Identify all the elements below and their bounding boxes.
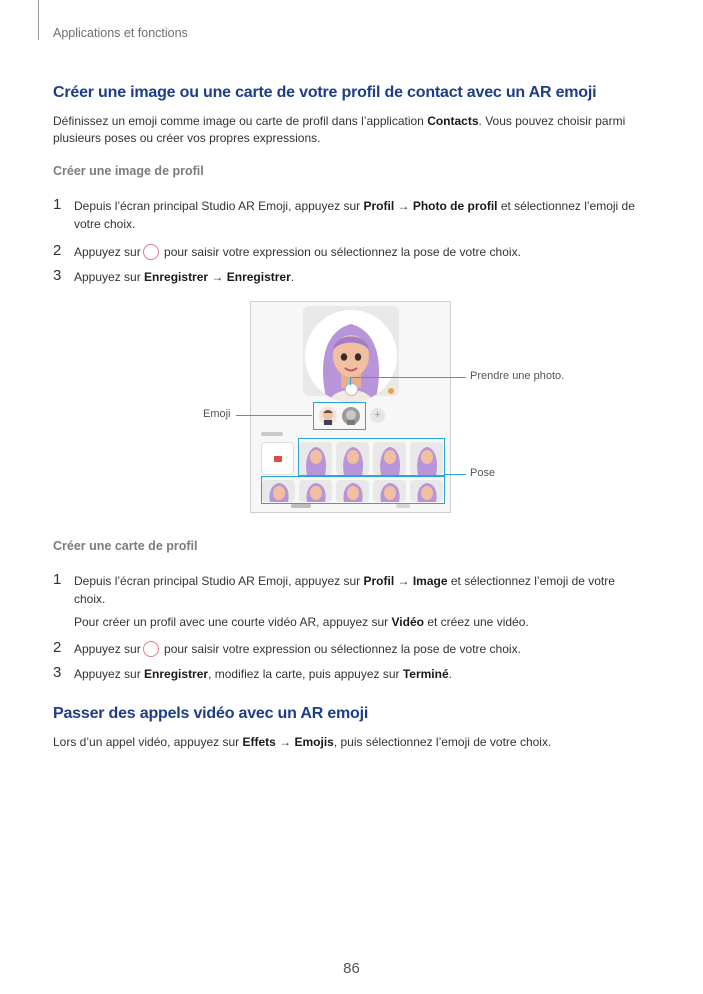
- callout-emoji-label: Emoji: [203, 408, 231, 420]
- section-title-video-call: Passer des appels vidéo avec un AR emoji: [53, 705, 369, 722]
- pose-highlight-upper: [298, 438, 445, 476]
- card-step-2: 2 Appuyez sur pour saisir votre expression ou sélectionnez la pose de votre choix.: [53, 639, 521, 656]
- bottom-action-right[interactable]: [396, 504, 410, 508]
- pose-section-label: [261, 432, 283, 436]
- record-icon: [274, 456, 282, 462]
- callout-tick-photo: [350, 377, 351, 385]
- callout-pose-label: Pose: [470, 467, 496, 479]
- bottom-action-left[interactable]: [291, 504, 311, 508]
- shutter-button[interactable]: [345, 383, 358, 396]
- section-title-profile: Créer une image ou une carte de votre profil de contact avec un AR emoji: [53, 84, 597, 101]
- subheading-profile-image: Créer une image de profil: [53, 164, 204, 178]
- emoji-thumb-1[interactable]: [319, 407, 337, 425]
- running-header: Applications et fonctions: [53, 26, 188, 40]
- phone-screenshot-figure: [250, 301, 451, 513]
- page-corner-mark: [38, 0, 39, 40]
- add-emoji-button[interactable]: +: [370, 408, 385, 423]
- pose-highlight-lower: [261, 476, 445, 504]
- card-step-3: 3 Appuyez sur Enregistrer, modifiez la carte, puis appuyez sur Terminé.: [53, 664, 452, 681]
- card-step-1-note: Pour créer un profil avec une courte vidéo AR, appuyez sur Vidéo et créez une vidéo.: [74, 615, 529, 629]
- subheading-profile-card: Créer une carte de profil: [53, 539, 198, 553]
- callout-photo-label: Prendre une photo.: [470, 370, 565, 382]
- capture-circle-icon: [143, 641, 159, 657]
- video-call-paragraph: Lors d’un appel vidéo, appuyez sur Effets → Emojis, puis sélectionnez l’emoji de votre choix.: [53, 735, 552, 749]
- emoji-selector: [313, 402, 366, 430]
- step-1: 1 Depuis l’écran principal Studio AR Emoji, appuyez sur Profil → Photo de profil et sélectionnez l’emoji de votre choix.: [53, 196, 635, 231]
- page-number: 86: [343, 960, 360, 977]
- callout-line-emoji: [236, 415, 312, 416]
- video-record-tile[interactable]: [261, 442, 294, 475]
- intro-paragraph: Définissez un emoji comme image ou carte de profil dans l’application Contacts. Vous pouvez choisir parmi plusieurs poses ou créer vos propres expressions.: [53, 114, 626, 145]
- capture-circle-icon: [143, 244, 159, 260]
- step-3: 3 Appuyez sur Enregistrer → Enregistrer.: [53, 267, 295, 284]
- callout-line-pose: [444, 474, 466, 475]
- card-step-1: 1 Depuis l’écran principal Studio AR Emoji, appuyez sur Profil → Image et sélectionnez l’emoji de votre choix.: [53, 571, 615, 606]
- step-2: 2 Appuyez sur pour saisir votre expression ou sélectionnez la pose de votre choix.: [53, 242, 521, 259]
- emoji-thumb-2[interactable]: [342, 407, 360, 425]
- callout-line-photo: [350, 377, 466, 378]
- effects-dot-icon[interactable]: [388, 388, 394, 394]
